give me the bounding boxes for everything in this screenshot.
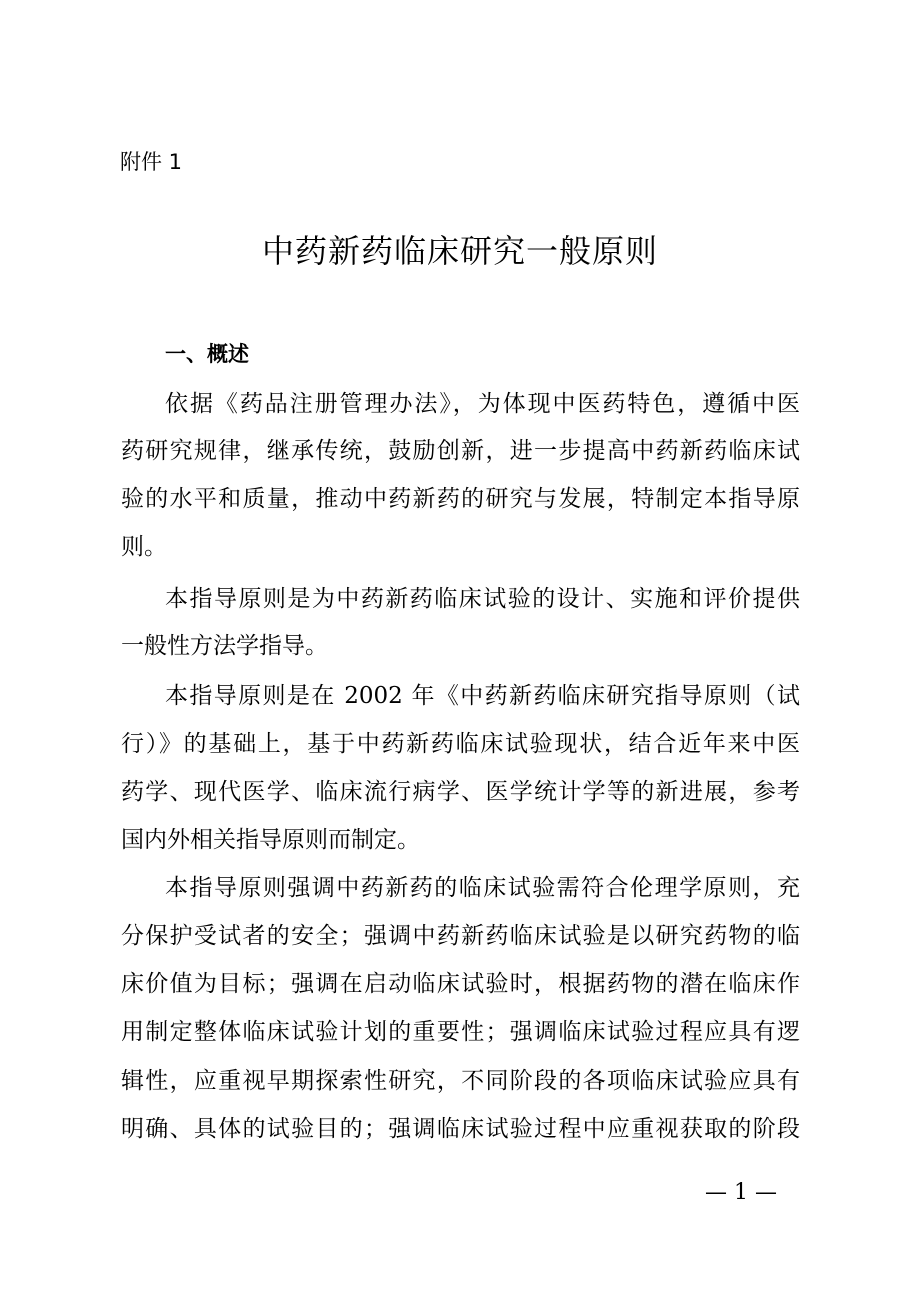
paragraph-3-line-4: 国内外相关指导原则而制定。 [121, 827, 420, 853]
paragraph-4-line-3: 床价值为目标；强调在启动临床试验时，根据药物的潜在临床作 [121, 971, 800, 997]
paragraph-4-line-1: 本指导原则强调中药新药的临床试验需符合伦理学原则，充 [165, 875, 800, 901]
paragraph-4-line-2: 分保护受试者的安全；强调中药新药临床试验是以研究药物的临 [121, 923, 800, 949]
paragraph-4-line-5: 辑性，应重视早期探索性研究，不同阶段的各项临床试验应具有 [121, 1068, 800, 1094]
paragraph-3-line-1: 本指导原则是在 2002 年《中药新药临床研究指导原则（试 [165, 683, 800, 709]
paragraph-1-line-4: 则。 [121, 534, 167, 560]
page-number: — 1 — [705, 1180, 777, 1205]
attachment-label: 附件 1 [120, 150, 183, 174]
paragraph-4-line-4: 用制定整体临床试验计划的重要性；强调临床试验过程应具有逻 [121, 1019, 800, 1045]
paragraph-1-line-2: 药研究规律，继承传统，鼓励创新，进一步提高中药新药临床试 [121, 438, 800, 464]
paragraph-3-line-3: 药学、现代医学、临床流行病学、医学统计学等的新进展，参考 [121, 779, 800, 805]
paragraph-4-line-6: 明确、具体的试验目的；强调临床试验过程中应重视获取的阶段 [121, 1116, 800, 1142]
paragraph-2-line-1: 本指导原则是为中药新药临床试验的设计、实施和评价提供 [165, 586, 800, 612]
paragraph-2-line-2: 一般性方法学指导。 [121, 633, 328, 659]
paragraph-3-line-2: 行）》的基础上，基于中药新药临床试验现状，结合近年来中医 [121, 731, 800, 757]
section-heading: 一、概述 [165, 342, 249, 366]
paragraph-1-line-1: 依据《药品注册管理办法》，为体现中医药特色，遵循中医 [165, 391, 800, 417]
document-title: 中药新药临床研究一般原则 [261, 232, 658, 270]
paragraph-1-line-3: 验的水平和质量，推动中药新药的研究与发展，特制定本指导原 [121, 486, 800, 512]
